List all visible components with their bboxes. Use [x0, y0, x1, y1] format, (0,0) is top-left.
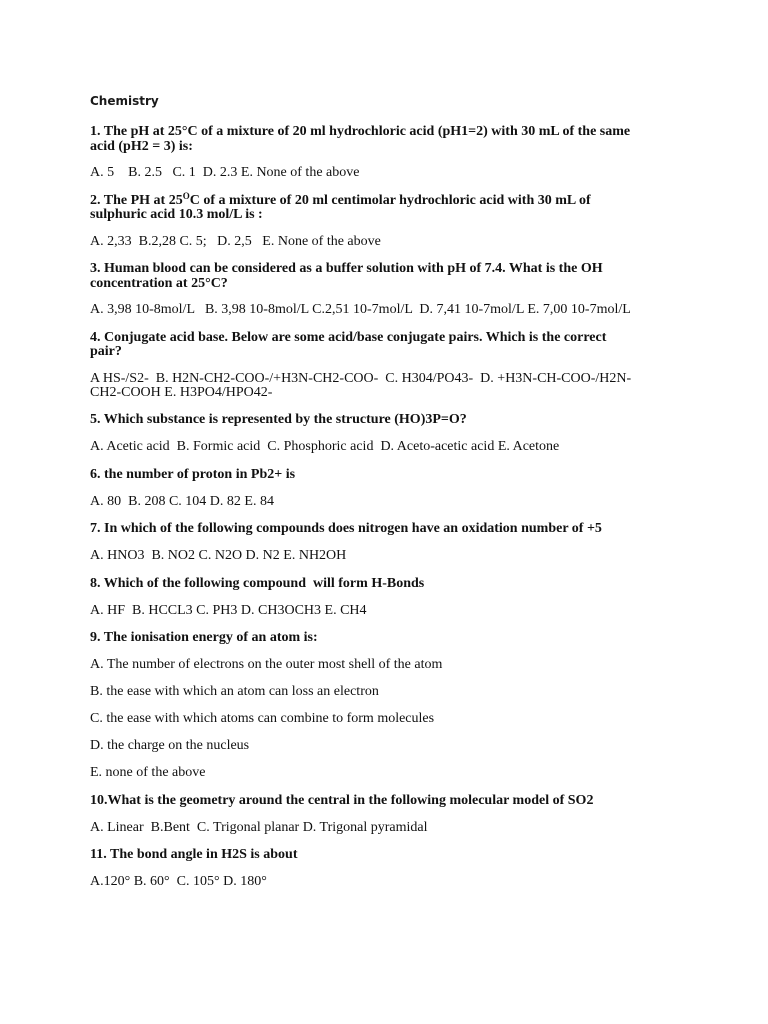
answers-5: A. Acetic acid B. Formic acid C. Phosphoric acid D. Aceto-acetic acid E. Acetone [90, 439, 560, 454]
answers-3: A. 3,98 10-8mol/L B. 3,98 10-8mol/L C.2,51 10-7mol/L D. 7,41 10-7mol/L E. 7,00 10-7mol/L [90, 302, 631, 317]
question-1-line-1: 1. The pH at 25°C of a mixture of 20 ml hydrochloric acid (pH1=2) with 30 mL of the same [90, 124, 631, 139]
answer-9-c: C. the ease with which atoms can combine to form molecules [90, 711, 435, 726]
question-11: 11. The bond angle in H2S is about [90, 847, 298, 862]
answers-1: A. 5 B. 2.5 C. 1 D. 2.3 E. None of the above [90, 165, 360, 180]
answers-8: A. HF B. HCCL3 C. PH3 D. CH3OCH3 E. CH4 [90, 603, 367, 618]
question-9: 9. The ionisation energy of an atom is: [90, 630, 318, 645]
answers-11: A.120° B. 60° C. 105° D. 180° [90, 874, 267, 889]
question-1-line-2: acid (pH2 = 3) is: [90, 139, 193, 154]
question-5: 5. Which substance is represented by the structure (HO)3P=O? [90, 412, 467, 427]
answers-2: A. 2,33 B.2,28 C. 5; D. 2,5 E. None of the above [90, 234, 381, 249]
answer-9-d: D. the charge on the nucleus [90, 738, 250, 753]
page-title: Chemistry [90, 94, 159, 108]
question-3-line-2: concentration at 25°C? [90, 276, 228, 291]
question-10: 10.What is the geometry around the central in the following molecular model of SO2 [90, 793, 594, 808]
degree-superscript: O [182, 191, 190, 201]
question-2-line-2: sulphuric acid 10.3 mol/L is : [90, 207, 263, 222]
question-4-line-1: 4. Conjugate acid base. Below are some acid/base conjugate pairs. Which is the correct [90, 330, 607, 345]
answers-10: A. Linear B.Bent C. Trigonal planar D. Trigonal pyramidal [90, 820, 428, 835]
question-7: 7. In which of the following compounds does nitrogen have an oxidation number of +5 [90, 521, 602, 536]
answer-9-e: E. none of the above [90, 765, 206, 780]
answer-9-a: A. The number of electrons on the outer most shell of the atom [90, 657, 443, 672]
answers-6: A. 80 B. 208 C. 104 D. 82 E. 84 [90, 494, 274, 509]
answers-4-line-2: CH2-COOH E. H3PO4/HPO42- [90, 385, 273, 400]
question-3-line-1: 3. Human blood can be considered as a buffer solution with pH of 7.4. What is the OH [90, 261, 603, 276]
question-2-text-after: C of a mixture of 20 ml centimolar hydrochloric acid with 30 mL of [189, 193, 591, 208]
question-6: 6. the number of proton in Pb2+ is [90, 467, 296, 482]
answers-7: A. HNO3 B. NO2 C. N2O D. N2 E. NH2OH [90, 548, 347, 563]
question-8: 8. Which of the following compound will form H-Bonds [90, 576, 425, 591]
question-2-text-before: 2. The PH at 25 [90, 193, 183, 208]
question-4-line-2: pair? [90, 344, 122, 359]
answers-4-line-1: A HS-/S2- B. H2N-CH2-COO-/+H3N-CH2-COO- C. H304/PO43- D. +H3N-CH-COO-/H2N- [90, 371, 632, 386]
answer-9-b: B. the ease with which an atom can loss an electron [90, 684, 379, 699]
